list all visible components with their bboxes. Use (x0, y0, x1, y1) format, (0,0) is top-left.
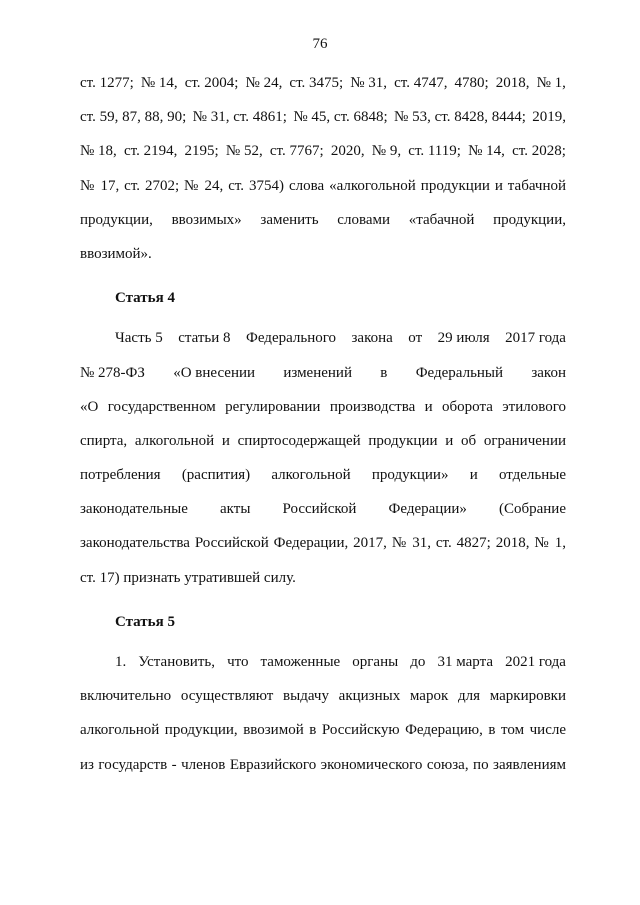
word: (распития) (181, 467, 251, 484)
line-text: ст. 17) признать утратившей силу. (80, 569, 296, 586)
word: Федерации» (388, 501, 467, 518)
word: ст. 2028; (512, 143, 566, 160)
line-text: законодательства Российской Федерации, 2017, № 31, ст. 4827; 2018, № 1, (80, 535, 566, 552)
word: изменений (283, 364, 352, 381)
paragraph-continuation (80, 66, 566, 271)
line-text: алкогольной продукции, ввозимой в Российскую Федерацию, в том числе (80, 722, 566, 739)
word: алкогольной (271, 467, 351, 484)
word: для (457, 688, 481, 705)
word: 4780; (454, 75, 489, 91)
word: продукции, (80, 211, 153, 228)
word: органы (352, 654, 399, 670)
word: № 53, ст. 8428, 8444; (394, 109, 526, 126)
word: Часть 5 (115, 330, 163, 347)
text-line (80, 134, 566, 168)
article-5-body (80, 645, 566, 782)
word: марок (409, 688, 449, 705)
word: заменить (260, 211, 319, 228)
word: включительно (80, 688, 172, 705)
article-5-heading: Статья 5 (115, 613, 175, 630)
text-line (80, 237, 566, 271)
word: № 24, (245, 75, 283, 91)
word: «О внесении (173, 364, 256, 381)
word: от (408, 330, 423, 347)
word: 2018, (495, 75, 530, 91)
line-text: «О государственном регулировании производства и оборота этилового (80, 398, 566, 415)
line-text: № 17, ст. 2702; № 24, ст. 3754) слова «алкогольной продукции и табачной (80, 177, 566, 194)
word: № 31, ст. 4861; (192, 109, 287, 126)
word: в (380, 364, 388, 381)
word: акцизных (338, 688, 401, 705)
word: таможенные (260, 654, 341, 670)
text-line (80, 561, 566, 595)
word: 29 июля (437, 330, 490, 347)
word: до (410, 654, 426, 670)
text-line (80, 390, 566, 424)
word: ввозимых» (171, 211, 242, 228)
word: статьи 8 (178, 330, 231, 347)
word: 31 марта (437, 654, 493, 670)
text-line (80, 169, 566, 203)
line-text: из государств - членов Евразийского экономического союза, по заявлениям (80, 756, 566, 773)
word: отдельные (498, 467, 566, 484)
word: 2195; (184, 143, 219, 160)
word: 2017 года (505, 330, 566, 347)
word: № 52, (225, 143, 263, 160)
word: 1. (115, 654, 127, 670)
text-line (80, 321, 566, 355)
text-line (80, 356, 566, 390)
word: и (469, 467, 478, 484)
text-line (80, 679, 566, 713)
word: № 14, (140, 75, 178, 91)
word: потребления (80, 467, 161, 484)
word: Российской (282, 501, 357, 518)
text-line (80, 100, 566, 134)
word: ст. 2004; (184, 75, 239, 91)
word: продукции, (493, 211, 566, 228)
word: Установить, (138, 654, 215, 670)
text-line (80, 713, 566, 747)
word: Федерального (246, 330, 337, 347)
word: выдачу (283, 688, 329, 705)
word: осуществляют (180, 688, 274, 705)
word: закон (531, 364, 566, 381)
word: № 278-ФЗ (80, 364, 145, 381)
word: ст. 4747, (394, 75, 448, 91)
word: № 18, (80, 143, 117, 160)
word: ст. 1119; (408, 143, 461, 160)
line-text: ввозимой». (80, 245, 152, 262)
word: ст. 2194, (124, 143, 178, 160)
article-4-body (80, 321, 566, 595)
word: ст. 1277; (80, 75, 134, 91)
page-number: 76 (312, 36, 328, 52)
text-line (80, 645, 566, 679)
word: законодательные (80, 501, 188, 518)
word: 2021 года (505, 654, 566, 670)
word: (Собрание (498, 501, 566, 518)
word: 2020, (330, 143, 365, 160)
text-line (80, 203, 566, 237)
text-line (80, 748, 566, 782)
word: № 14, (468, 143, 505, 160)
word: № 1, (536, 75, 566, 91)
word: что (227, 654, 249, 670)
word: «табачной (408, 211, 475, 228)
word: акты (220, 501, 251, 518)
document-body (80, 66, 566, 782)
word: продукции» (371, 467, 449, 484)
text-line (80, 458, 566, 492)
word: ст. 3475; (289, 75, 344, 91)
word: № 9, (371, 143, 402, 160)
text-line (80, 66, 566, 100)
word: маркировки (489, 688, 566, 705)
word: ст. 59, 87, 88, 90; (80, 109, 187, 126)
line-text: спирта, алкогольной и спиртосодержащей продукции и об ограничении (80, 432, 566, 449)
word: № 45, ст. 6848; (293, 109, 388, 126)
text-line (80, 526, 566, 560)
word: словами (337, 211, 391, 228)
word: Федеральный (415, 364, 504, 381)
word: ст. 7767; (269, 143, 324, 160)
word: закона (351, 330, 393, 347)
article-4-heading: Статья 4 (115, 290, 175, 307)
text-line (80, 492, 566, 526)
word: 2019, (532, 109, 566, 126)
text-line (80, 424, 566, 458)
word: № 31, (350, 75, 388, 91)
